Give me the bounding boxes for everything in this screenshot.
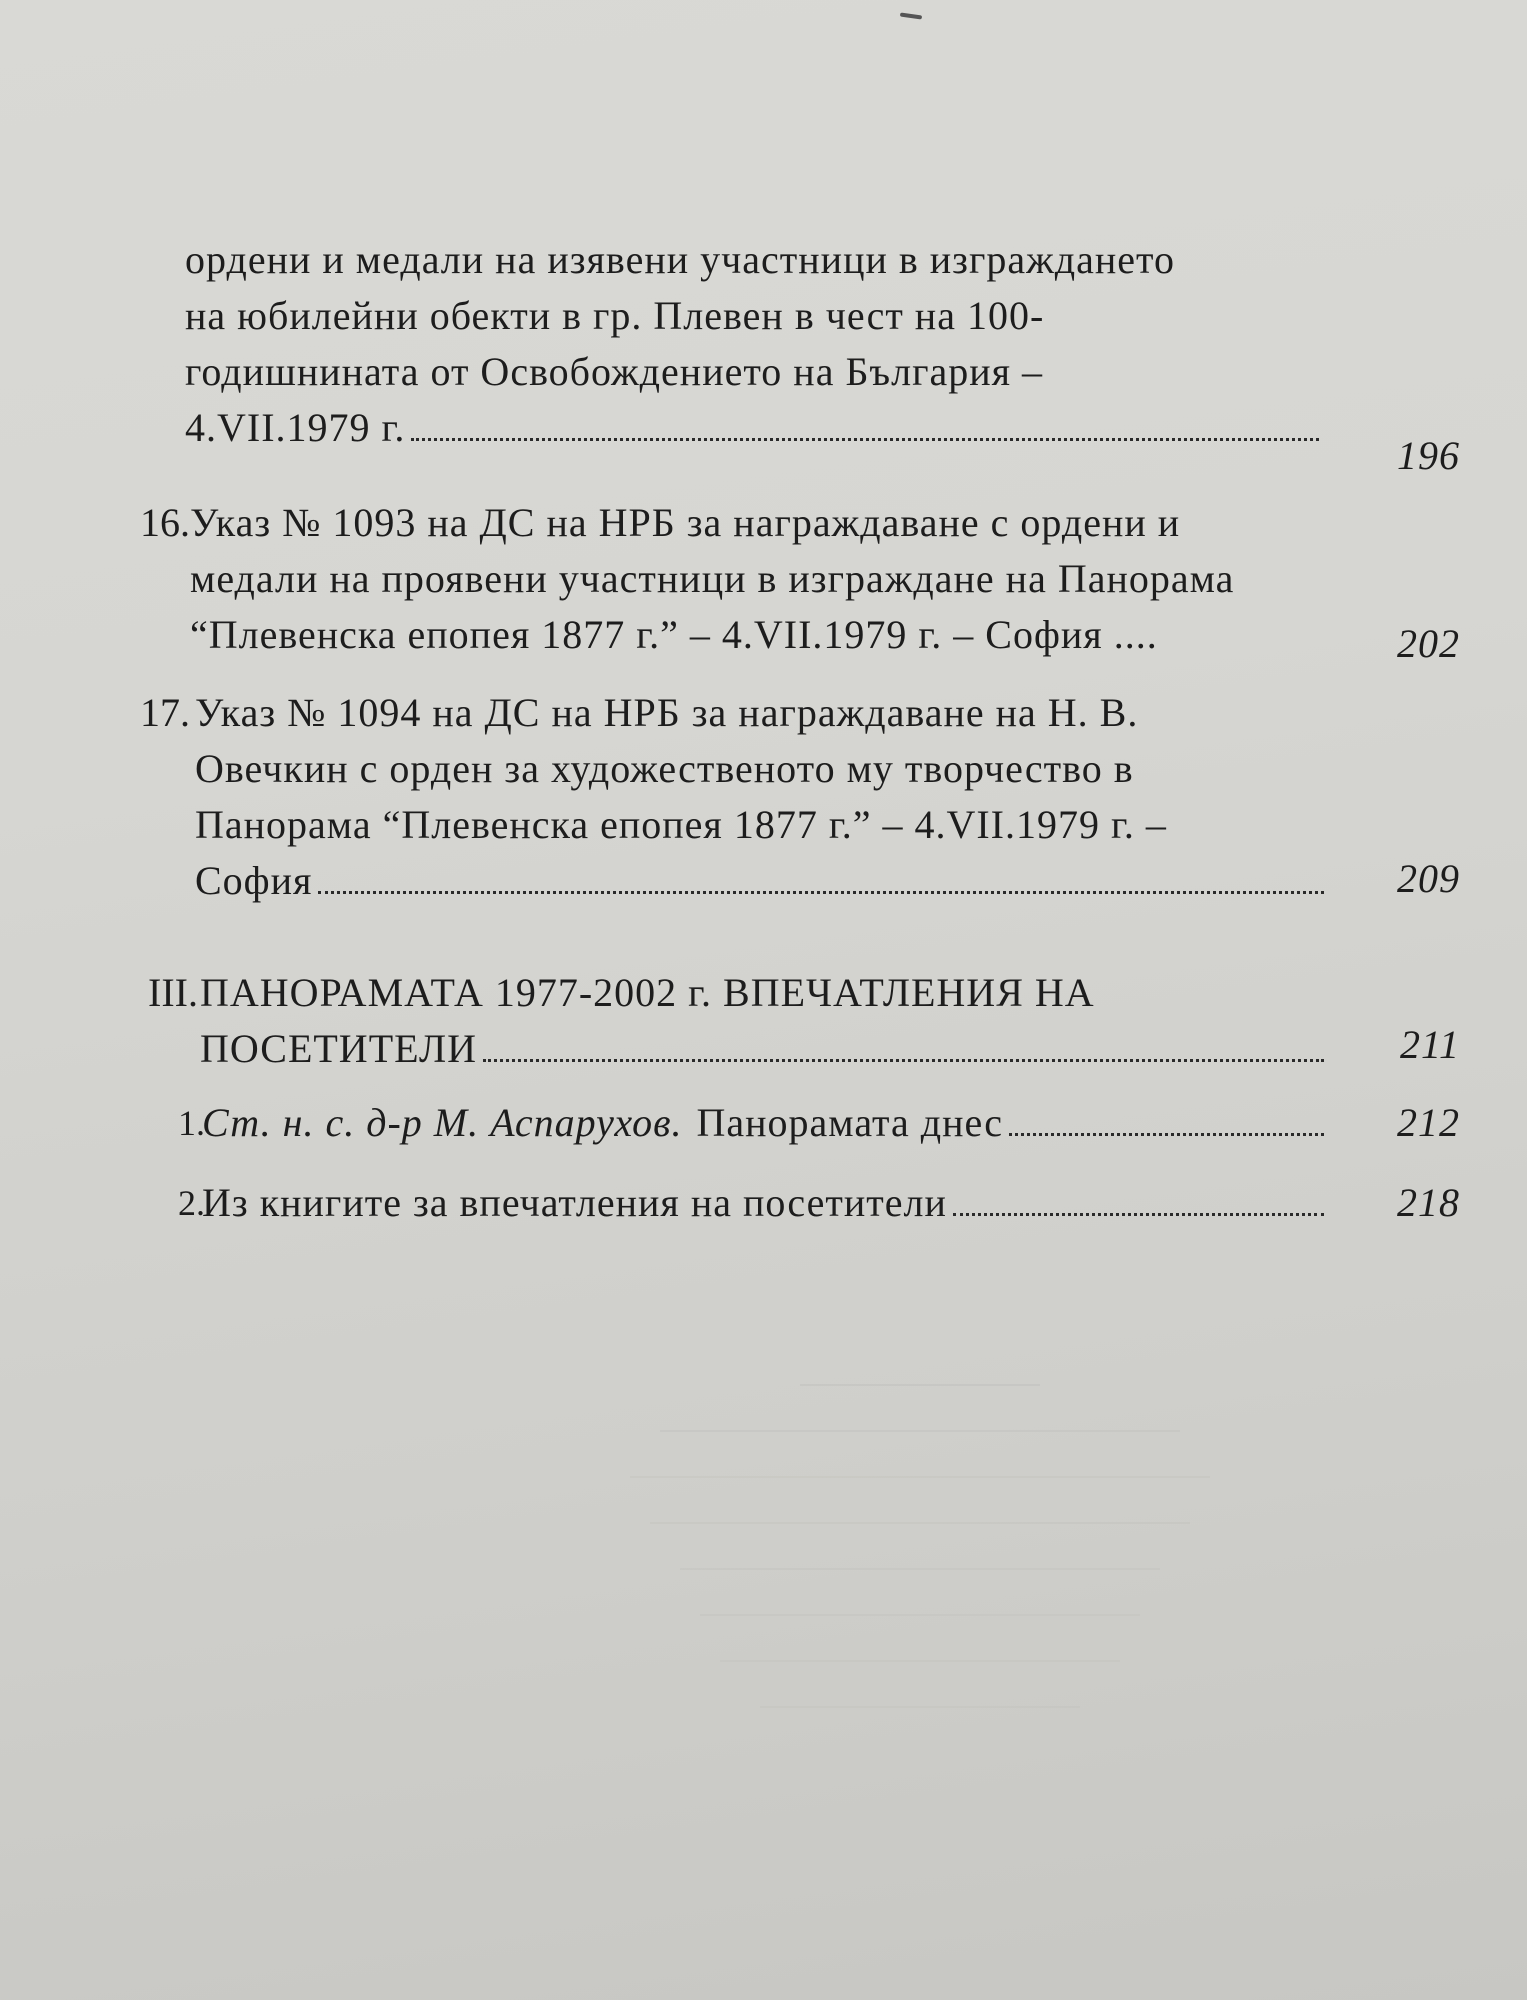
entry-line: Панорама “Плевенска епопея 1877 г.” – 4.VII.1979 г. – — [195, 802, 1167, 847]
dot-leader — [483, 1058, 1324, 1062]
page-number: 202 — [1397, 621, 1460, 666]
entry-text — [190, 495, 1465, 663]
item-number: 2. — [178, 1183, 205, 1223]
page-number: 211 — [1399, 1022, 1460, 1067]
entry-line-last: Из книгите за впечатления на посетители — [202, 1175, 1330, 1231]
author-name: Ст. н. с. д-р М. Аспарухов. — [202, 1100, 683, 1145]
page-number: 218 — [1397, 1180, 1460, 1225]
dot-leader — [953, 1212, 1324, 1216]
page-mark — [900, 12, 922, 19]
entry-text — [202, 1095, 1467, 1151]
entry-line: на юбилейни обекти в гр. Плевен в чест на 100- — [185, 293, 1045, 338]
entry-line: Указ № 1093 на ДС на НРБ за награждаване с ордени и — [190, 500, 1181, 545]
page-number: 212 — [1397, 1100, 1460, 1145]
entry-line-last: ПОСЕТИТЕЛИ — [200, 1021, 1330, 1077]
entry-line: ПАНОРАМАТА 1977-2002 г. ВПЕЧАТЛЕНИЯ НА — [200, 970, 1095, 1015]
dot-leader — [411, 437, 1319, 441]
section-number: III. — [148, 970, 198, 1015]
entry-number: 17. — [140, 690, 190, 735]
section-title — [200, 965, 1465, 1077]
entry-line-last: София — [195, 853, 1330, 909]
item-number: 1. — [178, 1103, 205, 1143]
page-number: 196 — [1397, 433, 1460, 478]
entry-text — [185, 232, 1465, 456]
dot-leader — [1009, 1132, 1324, 1136]
entry-text — [195, 685, 1465, 909]
page-number: 209 — [1397, 856, 1460, 901]
entry-line-last: “Плевенска епопея 1877 г.” – 4.VII.1979 г. – София .... — [190, 612, 1158, 657]
dot-leader — [318, 890, 1324, 894]
entry-text — [202, 1175, 1467, 1231]
entry-line-last: Ст. н. с. д-р М. Аспарухов. Панорамата днес — [202, 1095, 1330, 1151]
bleed-through-texture — [620, 1340, 1220, 1722]
entry-line: Овечкин с орден за художественото му творчество в — [195, 746, 1134, 791]
entry-line: ордени и медали на изявени участници в изграждането — [185, 237, 1175, 282]
entry-line-last: 4.VII.1979 г. — [185, 400, 1325, 456]
entry-number: 16. — [140, 500, 190, 545]
entry-line: медали на проявени участници в изграждане на Панорама — [190, 556, 1235, 601]
entry-line: Указ № 1094 на ДС на НРБ за награждаване на Н. В. — [195, 690, 1139, 735]
entry-line: годишнината от Освобождението на България – — [185, 349, 1044, 394]
